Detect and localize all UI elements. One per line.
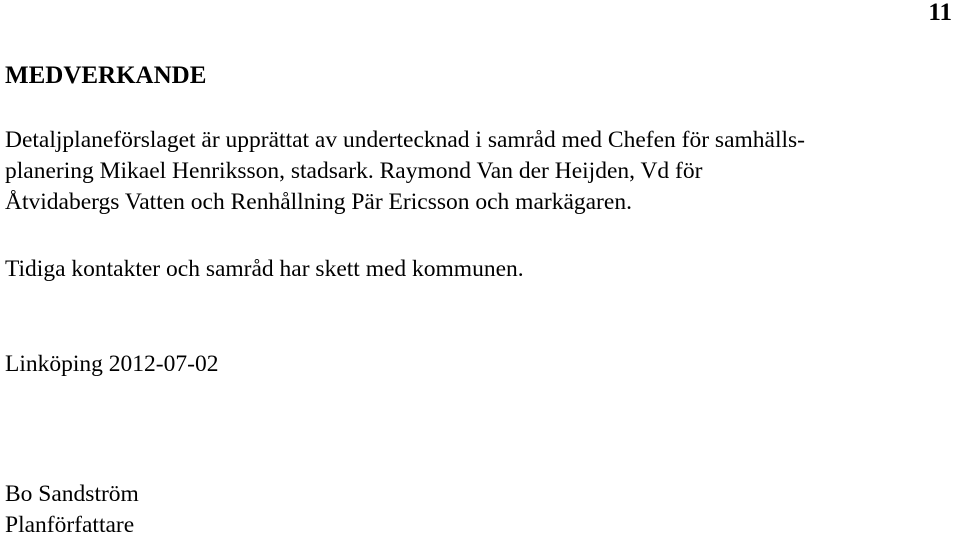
- section-heading: MEDVERKANDE: [5, 62, 207, 89]
- contacts-paragraph: Tidiga kontakter och samråd har skett med kommunen.: [5, 256, 524, 282]
- signature-name: Bo Sandström: [5, 481, 139, 507]
- place-date: Linköping 2012-07-02: [5, 351, 219, 377]
- paragraph-line: Åtvidabergs Vatten och Renhållning Pär Ericsson och markägaren.: [5, 189, 632, 215]
- page-number: 11: [928, 0, 952, 26]
- participants-paragraph: [5, 125, 805, 218]
- signature-title: Planförfattare: [5, 512, 135, 538]
- paragraph-line: Detaljplaneförslaget är upprättat av undertecknad i samråd med Chefen för samhälls-: [5, 127, 805, 153]
- signature-block: [5, 479, 139, 541]
- paragraph-line: planering Mikael Henriksson, stadsark. Raymond Van der Heijden, Vd för: [5, 158, 703, 184]
